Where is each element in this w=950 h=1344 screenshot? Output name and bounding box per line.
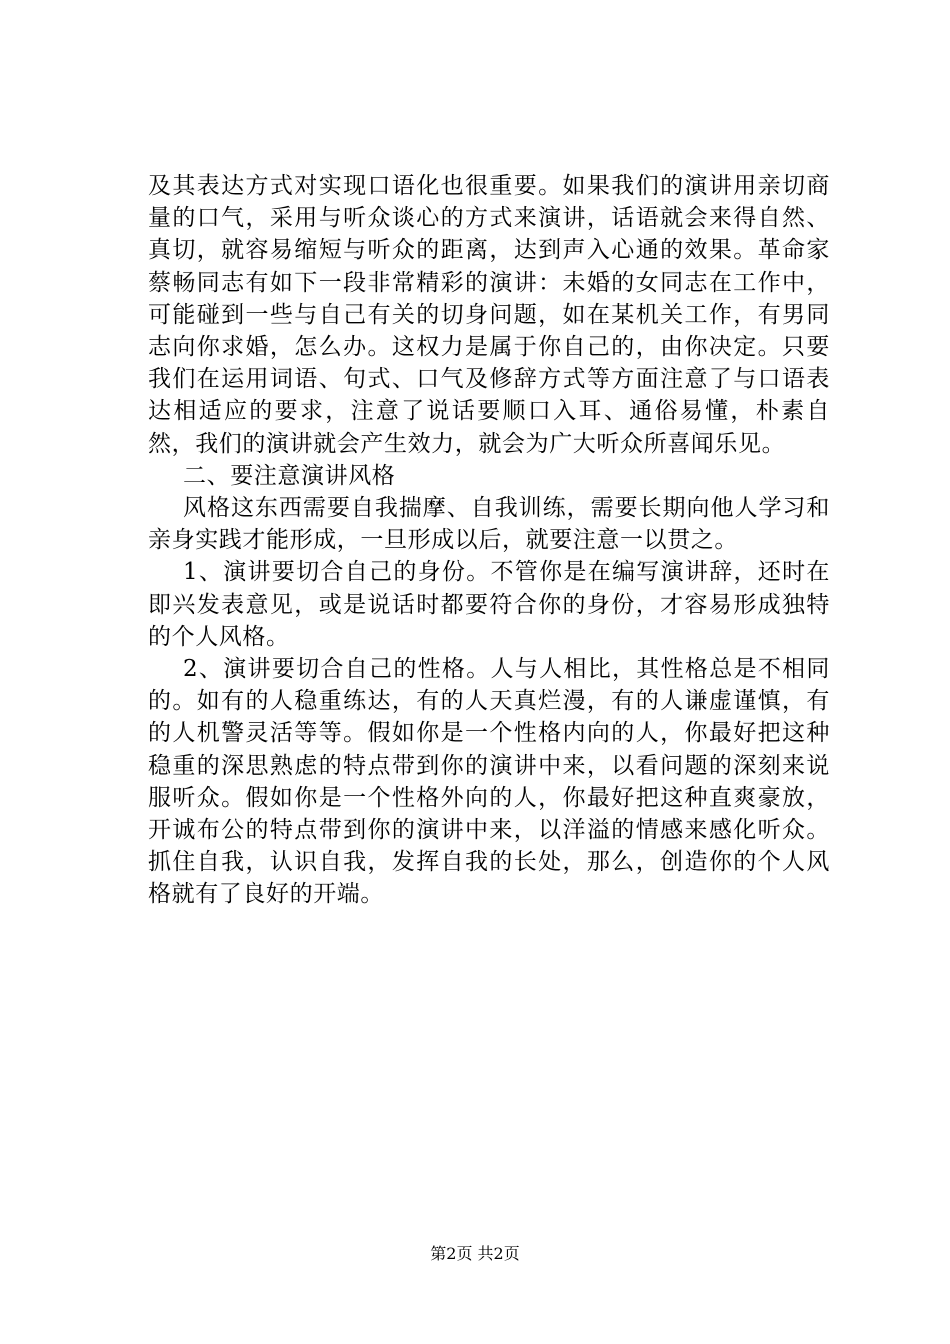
paragraph-1: 及其表达方式对实现口语化也很重要。如果我们的演讲用亲切商量的口气，采用与听众谈心的方式来演讲，话语就会来得自然、真切，就容易缩短与听众的距离，达到声入心通的效果。革命家蔡畅同志有如下一段非常精彩的演讲：未婚的女同志在工作中，可能碰到一些与自己有关的切身问题，如在某机关工作，有男同志向你求婚，怎么办。这权力是属于你自己的，由你决定。只要我们在运用词语、句式、口气及修辞方式等方面注意了与口语表达相适应的要求，注意了说话要顺口入耳、通俗易懂，朴素自然，我们的演讲就会产生效力，就会为广大听众所喜闻乐见。 xyxy=(148,173,830,457)
list-item-2: 2、演讲要切合自己的性格。人与人相比，其性格总是不相同的。如有的人稳重练达，有的人天真烂漫，有的人谦虚谨慎，有的人机警灵活等等。假如你是一个性格内向的人，你最好把这种稳重的深思熟虑的特点带到你的演讲中来，以看问题的深刻来说服听众。假如你是一个性格外向的人，你最好把这种直爽豪放，开诚布公的特点带到你的演讲中来，以洋溢的情感来感化听众。抓住自我，认识自我，发挥自我的长处，那么，创造你的个人风格就有了良好的开端。 xyxy=(148,656,830,908)
page-total: 共2页 xyxy=(477,1244,520,1263)
section-heading: 二、要注意演讲风格 xyxy=(183,462,396,489)
list-item-1: 1、演讲要切合自己的身份。不管你是在编写演讲辞，还时在即兴发表意见，或是说话时都要符合你的身份，才容易形成独特的个人风格。 xyxy=(148,559,830,650)
page-footer xyxy=(0,1244,950,1264)
document-body xyxy=(148,170,830,911)
paragraph-3: 风格这东西需要自我揣摩、自我训练，需要长期向他人学习和亲身实践才能形成，一旦形成以后，就要注意一以贯之。 xyxy=(148,495,830,554)
page-number: 第2页 xyxy=(430,1244,473,1263)
